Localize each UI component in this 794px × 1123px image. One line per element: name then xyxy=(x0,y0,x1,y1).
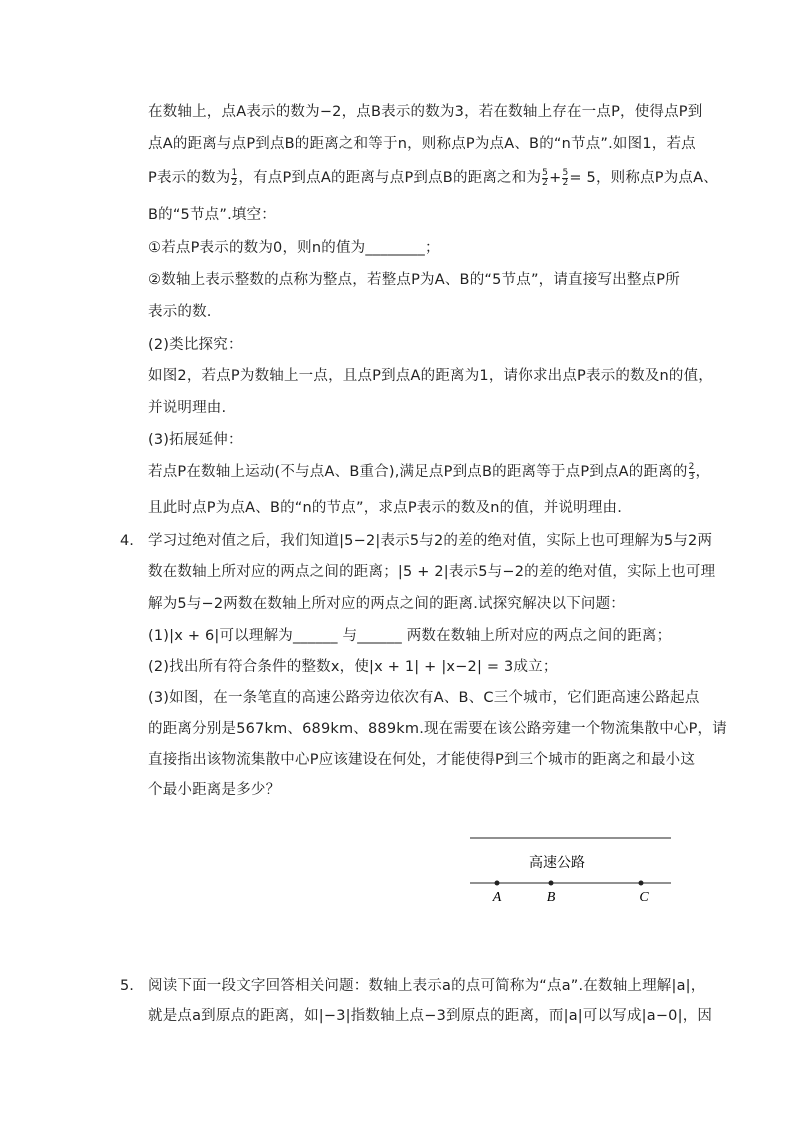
p4-line-7: 的距离分别是567km、689km、889km.现在需要在该公路旁建一个物流集散中心P，请 xyxy=(148,721,727,737)
p3-line-1: 在数轴上，点A表示的数为−2，点B表示的数为3，若在数轴上存在一点P，使得点P到 xyxy=(148,104,703,120)
p4-line-6: (3)如图，在一条笔直的高速公路旁边依次有A、B、C三个城市，它们距高速公路起点 xyxy=(148,690,700,706)
p4-line-3: 解为5与−2两数在数轴上所对应的两点之间的距离.试探究解决以下问题： xyxy=(148,596,626,612)
p3-line-9: 如图2，若点P为数轴上一点，且点P到点A的距离为1，请你求出点P表示的数及n的值， xyxy=(148,368,713,384)
p4-line-1: 学习过绝对值之后，我们知道|5−2|表示5与2的差的绝对值，实际上也可理解为5与2两 xyxy=(148,533,713,549)
p3-line-5: ①若点P表示的数为0，则n的值为________； xyxy=(148,240,440,256)
p5-line-2: 就是点a到原点的距离，如|−3|指数轴上点−3到原点的距离，而|a|可以写成|a−0|，因 xyxy=(148,1008,713,1024)
p3-line-6: ②数轴上表示整数的点称为整点，若整点P为A、B的“5节点”，请直接写出整点P所 xyxy=(148,272,680,288)
p4-line-5: (2)找出所有符合条件的整数x，使|x + 1| + |x−2| = 3成立； xyxy=(148,659,558,675)
p3-line-3-text-a: P表示的数为 xyxy=(148,170,231,186)
p4-line-8: 直接指出该物流集散中心P应该建设在何处，才能使得P到三个城市的距离之和最小这 xyxy=(148,752,696,768)
point-b-label: B xyxy=(546,890,556,905)
p3-line-4: B的“5节点”.填空： xyxy=(148,207,277,223)
fraction-five-halves-2: $\frac{5}{2}$ xyxy=(562,167,569,188)
problem-5-number: 5. xyxy=(120,978,134,994)
p3-line-3-text-d: = 5，则称点P为点A、 xyxy=(569,170,718,186)
fraction-half: $\frac{1}{2}$ xyxy=(231,167,238,188)
point-c-label: C xyxy=(639,890,649,905)
p3-line-12 xyxy=(148,462,710,482)
p3-line-7: 表示的数. xyxy=(148,304,212,320)
point-a-label: A xyxy=(492,890,502,905)
point-a-dot xyxy=(495,881,500,886)
p3-line-12-text-b: ， xyxy=(695,464,711,480)
p3-line-3 xyxy=(148,168,718,188)
p4-line-4: (1)|x + 6|可以理解为______ 与______ 两数在数轴上所对应的两点之间的距离； xyxy=(148,628,672,644)
fraction-two-thirds: $\frac{2}{3}$ xyxy=(688,461,695,482)
p3-line-12-text-a: 若点P在数轴上运动(不与点A、B重合),满足点P到点B的距离等于点P到点A的距离的 xyxy=(148,464,688,480)
fraction-five-halves-1: $\frac{5}{2}$ xyxy=(542,167,549,188)
p4-line-9: 个最小距离是多少？ xyxy=(148,782,281,798)
p3-line-2: 点A的距离与点P到点B的距离之和等于n，则称点P为点A、B的“n节点”.如图1，若点 xyxy=(148,136,696,152)
p3-line-13: 且此时点P为点A、B的“n的节点”，求点P表示的数及n的值，并说明理由. xyxy=(148,500,623,516)
point-c-dot xyxy=(639,881,644,886)
point-b-dot xyxy=(549,881,554,886)
p3-line-3-text-b: ，有点P到点A的距离与点P到点B的距离之和为 xyxy=(238,170,542,186)
p5-line-1: 阅读下面一段文字回答相关问题：数轴上表示a的点可简称为“点a”.在数轴上理解|a|， xyxy=(148,978,706,994)
p4-line-2: 数在数轴上所对应的两点之间的距离；|5 + 2|表示5与−2的差的绝对值，实际上也可理 xyxy=(148,564,716,580)
road-label: 高速公路 xyxy=(529,855,585,871)
p3-line-8: (2)类比探究： xyxy=(148,337,243,353)
plus-sign: + xyxy=(549,170,562,186)
p3-line-11: (3)拓展延伸： xyxy=(148,432,243,448)
p3-line-10: 并说明理由. xyxy=(148,400,227,416)
problem-4-number: 4. xyxy=(120,533,134,549)
highway-figure xyxy=(465,830,685,910)
